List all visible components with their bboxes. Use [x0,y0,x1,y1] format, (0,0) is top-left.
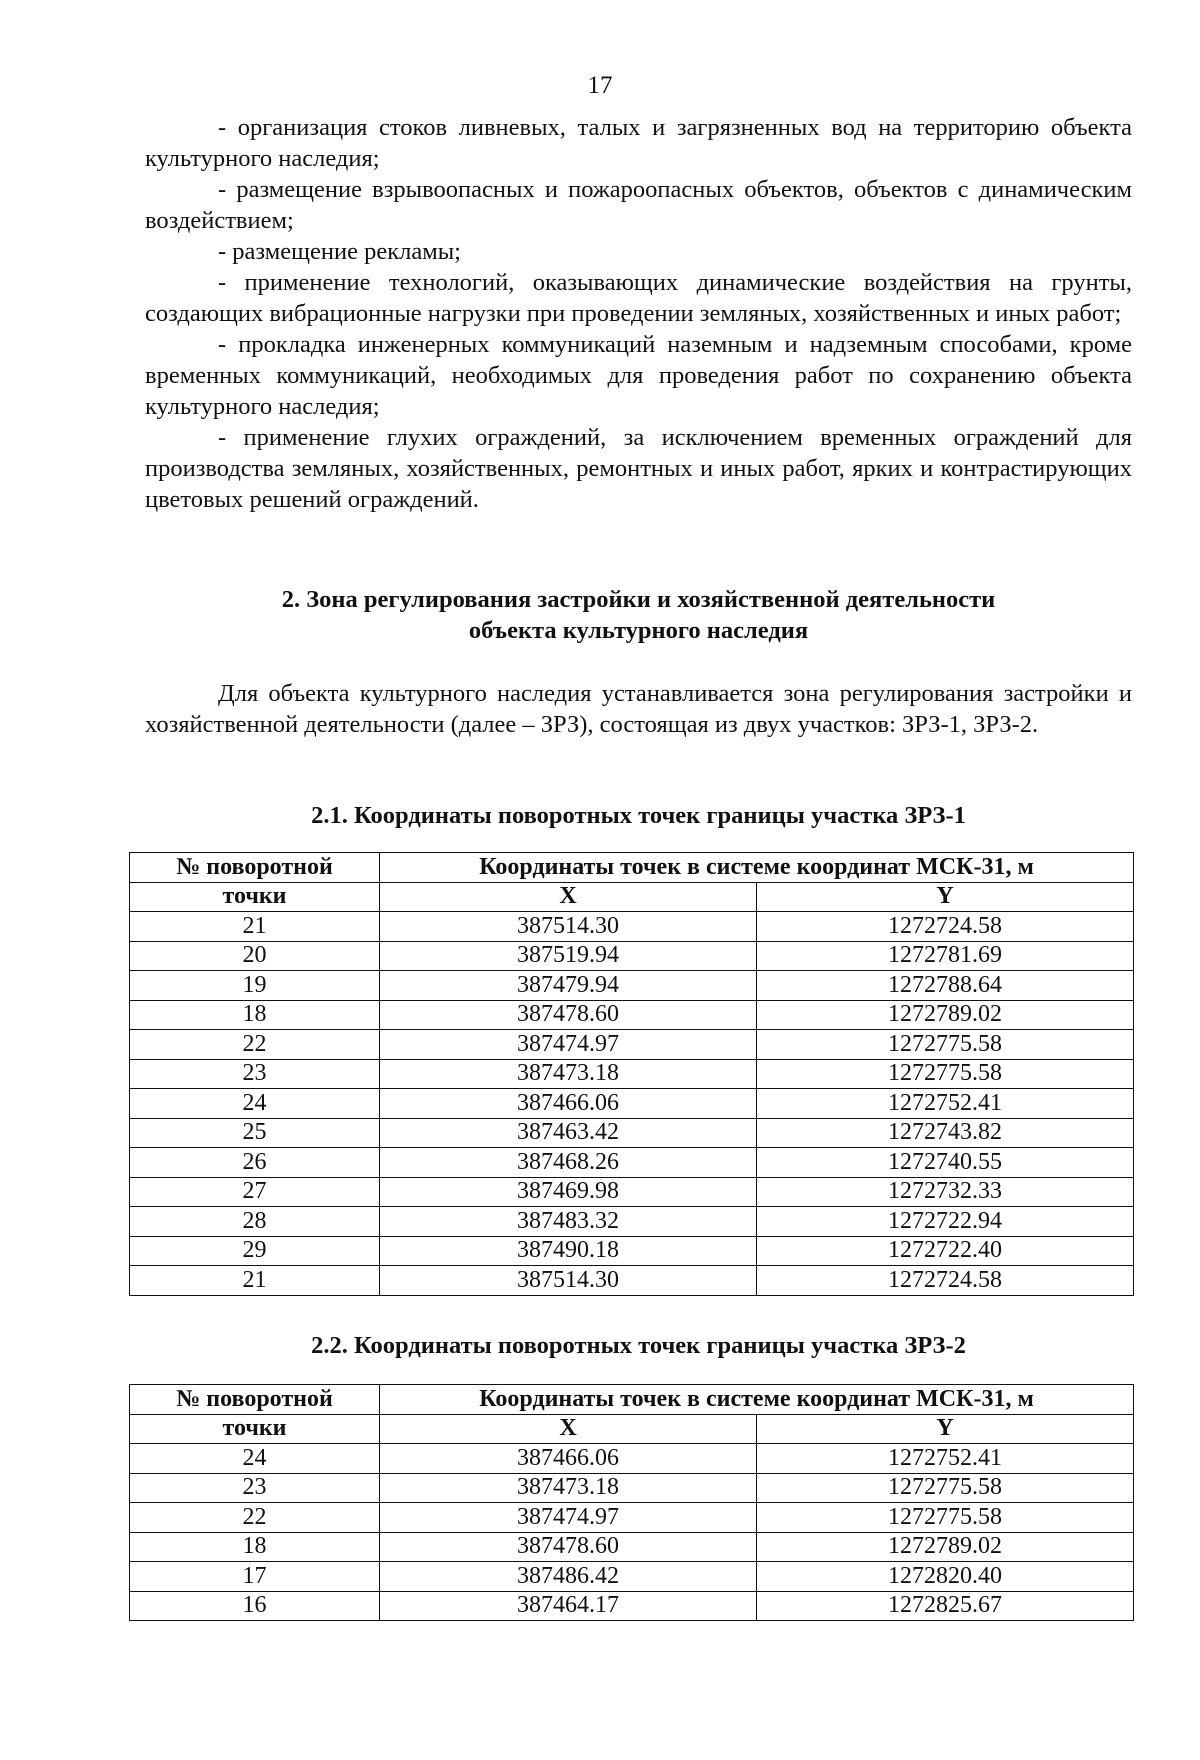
prohibition-item: - применение технологий, оказывающих динамические воздействия на грунты, создающих вибрационные нагрузки при проведении земляных, хозяйственных и иных работ; [145,269,1132,327]
point-cell: 25 [130,1118,380,1148]
prohibition-item: - прокладка инженерных коммуникаций наземным и надземным способами, кроме временных коммуникаций, необходимых для проведения работ по сохранению объекта культурного наследия; [145,331,1132,420]
point-cell: 20 [130,941,380,971]
x-cell: 387483.32 [380,1207,757,1237]
point-cell: 22 [130,1030,380,1060]
y-cell: 1272775.58 [757,1059,1134,1089]
point-cell: 21 [130,912,380,942]
table-row [130,1177,1134,1207]
x-cell: 387473.18 [380,1473,757,1503]
y-cell: 1272743.82 [757,1118,1134,1148]
table-row [130,1089,1134,1119]
table-row [130,912,1134,942]
prohibition-item: - размещение рекламы; [218,238,461,265]
table1-coordinates [129,852,1134,1296]
x-cell: 387519.94 [380,941,757,971]
table2-header-y: Y [757,1414,1134,1444]
y-cell: 1272724.58 [757,912,1134,942]
table2-header-x: X [380,1414,757,1444]
table-row [130,1562,1134,1592]
table2-header-coords: Координаты точек в системе координат МСК-31, м [380,1385,1134,1415]
prohibitions-list [145,112,1132,515]
table2-header-point: № поворотной [130,1385,380,1415]
y-cell: 1272775.58 [757,1473,1134,1503]
table1-header-coords: Координаты точек в системе координат МСК-31, м [380,853,1134,883]
table-row [130,1118,1134,1148]
table-row [130,1059,1134,1089]
table-row [130,971,1134,1001]
y-cell: 1272722.94 [757,1207,1134,1237]
table-row [130,1444,1134,1474]
table-row [130,1532,1134,1562]
point-cell: 28 [130,1207,380,1237]
table-row [130,1030,1134,1060]
y-cell: 1272724.58 [757,1266,1134,1296]
point-cell: 24 [130,1444,380,1474]
table-row [130,1148,1134,1178]
y-cell: 1272789.02 [757,1000,1134,1030]
table2-header-point-2: точки [130,1414,380,1444]
table1-header-x: X [380,882,757,912]
point-cell: 22 [130,1503,380,1533]
table-row [130,941,1134,971]
x-cell: 387466.06 [380,1444,757,1474]
x-cell: 387469.98 [380,1177,757,1207]
x-cell: 387486.42 [380,1562,757,1592]
y-cell: 1272825.67 [757,1591,1134,1621]
table-row [130,1000,1134,1030]
point-cell: 27 [130,1177,380,1207]
y-cell: 1272740.55 [757,1148,1134,1178]
table-row [130,1591,1134,1621]
table1-header-point: № поворотной [130,853,380,883]
prohibition-item: - организация стоков ливневых, талых и загрязненных вод на территорию объекта культурного наследия; [145,114,1132,172]
x-cell: 387463.42 [380,1118,757,1148]
x-cell: 387478.60 [380,1000,757,1030]
point-cell: 18 [130,1000,380,1030]
x-cell: 387468.26 [380,1148,757,1178]
prohibition-item: - применение глухих ограждений, за исключением временных ограждений для производства земляных, хозяйственных, ремонтных и иных работ, ярких и контрастирующих цветовых решений ограждений. [145,424,1132,513]
y-cell: 1272820.40 [757,1562,1134,1592]
x-cell: 387466.06 [380,1089,757,1119]
point-cell: 26 [130,1148,380,1178]
point-cell: 18 [130,1532,380,1562]
x-cell: 387478.60 [380,1532,757,1562]
y-cell: 1272732.33 [757,1177,1134,1207]
point-cell: 17 [130,1562,380,1592]
x-cell: 387474.97 [380,1030,757,1060]
y-cell: 1272752.41 [757,1444,1134,1474]
y-cell: 1272775.58 [757,1030,1134,1060]
y-cell: 1272752.41 [757,1089,1134,1119]
y-cell: 1272781.69 [757,941,1134,971]
y-cell: 1272775.58 [757,1503,1134,1533]
x-cell: 387473.18 [380,1059,757,1089]
y-cell: 1272789.02 [757,1532,1134,1562]
x-cell: 387464.17 [380,1591,757,1621]
table1-header-y: Y [757,882,1134,912]
point-cell: 23 [130,1059,380,1089]
section-2-heading-line1: 2. Зона регулирования застройки и хозяйственной деятельности [281,586,996,613]
x-cell: 387490.18 [380,1236,757,1266]
x-cell: 387479.94 [380,971,757,1001]
table2-coordinates [129,1384,1134,1621]
table1-title: 2.1. Координаты поворотных точек границы участка ЗРЗ-1 [311,802,966,829]
page-number: 17 [587,72,613,99]
point-cell: 21 [130,1266,380,1296]
table-row [130,1207,1134,1237]
x-cell: 387514.30 [380,912,757,942]
point-cell: 19 [130,971,380,1001]
table-row [130,1473,1134,1503]
point-cell: 16 [130,1591,380,1621]
section-2-intro [145,678,1132,740]
y-cell: 1272722.40 [757,1236,1134,1266]
table-row [130,1503,1134,1533]
table-row [130,1236,1134,1266]
point-cell: 24 [130,1089,380,1119]
section-2-heading-line2: объекта культурного наследия [468,617,809,644]
prohibition-item: - размещение взрывоопасных и пожароопасных объектов, объектов с динамическим воздействием; [145,176,1132,234]
x-cell: 387514.30 [380,1266,757,1296]
table-row [130,1266,1134,1296]
point-cell: 29 [130,1236,380,1266]
table1-header-point-2: точки [130,882,380,912]
x-cell: 387474.97 [380,1503,757,1533]
point-cell: 23 [130,1473,380,1503]
section-2-intro-text: Для объекта культурного наследия устанавливается зона регулирования застройки и хозяйственной деятельности (далее – ЗРЗ), состоящая из двух участков: ЗРЗ-1, ЗРЗ-2. [145,680,1132,738]
table2-title: 2.2. Координаты поворотных точек границы участка ЗРЗ-2 [311,1332,966,1359]
section-2-heading [145,584,1132,646]
y-cell: 1272788.64 [757,971,1134,1001]
